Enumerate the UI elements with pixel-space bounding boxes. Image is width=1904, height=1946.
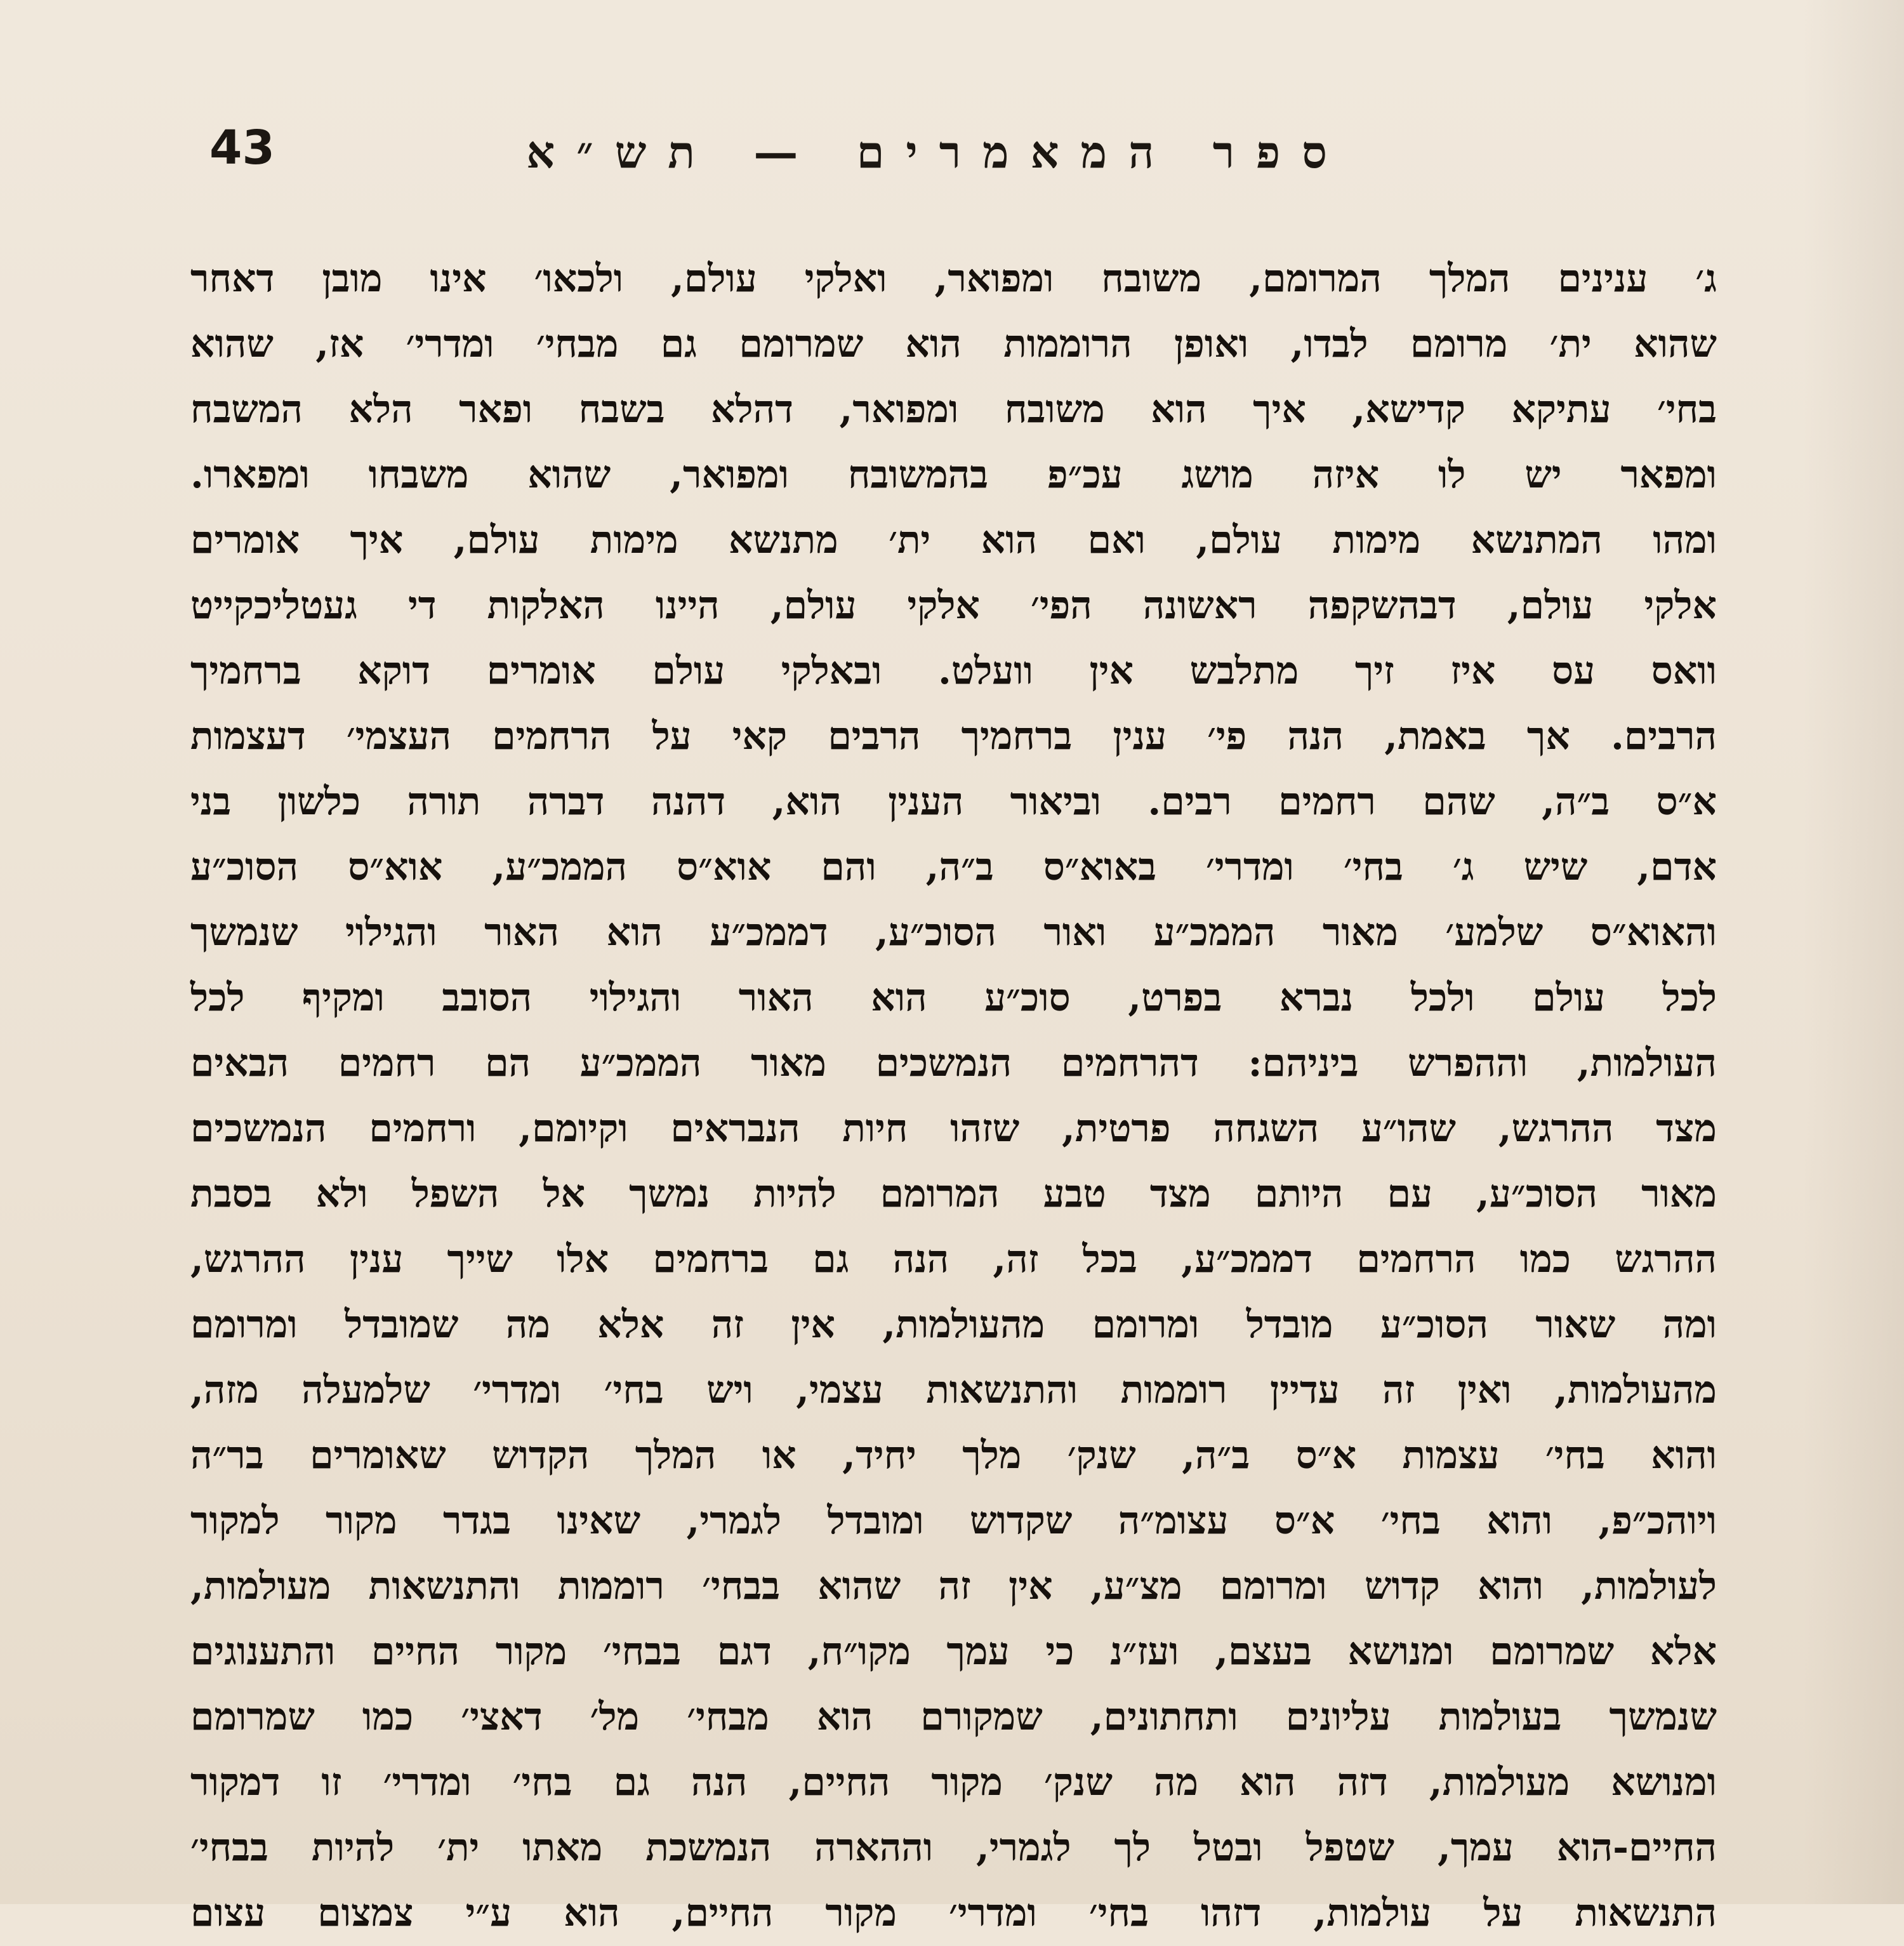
text-line: אלקי עולם, דבהשקפה ראשונה הפי׳ אלקי עולם, היינו האלקות די געטליכקייט: [190, 583, 1717, 628]
text-line: לעולמות, והוא קדוש ומרומם מצ״ע, אין זה שהוא בבחי׳ רוממות והתנשאות מעולמות,: [190, 1564, 1717, 1608]
text-line: והאוא״ס שלמע׳ מאור הממכ״ע ואור הסוכ״ע, דממכ״ע הוא האור והגילוי שנמשך: [190, 910, 1717, 955]
text-line: שנמשך בעולמות עליונים ותחתונים, שמקורם הוא מבחי׳ מל׳ דאצי׳ כמו שמרומם: [190, 1695, 1717, 1739]
text-line: הרבים. אך באמת, הנה פי׳ ענין ברחמיך הרבים קאי על הרחמים העצמי׳ דעצמות: [190, 714, 1717, 758]
text-line: וואס עס איז זיך מתלבש אין וועלט. ובאלקי עולם אומרים דוקא ברחמיך: [190, 649, 1717, 693]
text-line: אדם, שיש ג׳ בחי׳ ומדרי׳ באוא״ס ב״ה, והם אוא״ס הממכ״ע, אוא״ס הסוכ״ע: [190, 845, 1717, 889]
page-number: 43: [209, 121, 275, 175]
running-title: ספר המאמרים — תש״א: [526, 126, 1349, 178]
text-line: מצד ההרגש, שהו״ע השגחה פרטית, שזהו חיות הנבראים וקיומם, ורחמים הנמשכים: [190, 1106, 1717, 1151]
text-line: מהעולמות, ואין זה עדיין רוממות והתנשאות עצמי, ויש בחי׳ ומדרי׳ שלמעלה מזה,: [190, 1368, 1717, 1412]
text-line: ומנושא מעולמות, דזה הוא מה שנק׳ מקור החיים, הנה גם בחי׳ ומדרי׳ זו דמקור: [190, 1760, 1717, 1804]
text-line: מאור הסוכ״ע, עם היותם מצד טבע המרומם להיות נמשך אל השפל ולא בסבת: [190, 1172, 1717, 1216]
text-line: התנשאות על עולמות, דזהו בחי׳ ומדרי׳ מקור החיים, הוא ע״י צמצום עצום: [190, 1891, 1717, 1935]
text-line: ומהו המתנשא מימות עולם, ואם הוא ית׳ מתנשא מימות עולם, איך אומרים: [190, 518, 1717, 562]
text-line: והוא בחי׳ עצמות א״ס ב״ה, שנק׳ מלך יחיד, או המלך הקדוש שאומרים בר״ה: [190, 1433, 1717, 1478]
text-line: החיים-הוא עמך, שטפל ובטל לך לגמרי, וההארה הנמשכת מאתו ית׳ להיות בבחי׳: [190, 1825, 1717, 1870]
text-line: שהוא ית׳ מרומם לבדו, ואופן הרוממות הוא שמרומם גם מבחי׳ ומדרי׳ אז, שהוא: [190, 322, 1717, 366]
text-line: העולמות, וההפרש ביניהם: דהרחמים הנמשכים מאור הממכ״ע הם רחמים הבאים: [190, 1041, 1717, 1085]
text-line: ההרגש כמו הרחמים דממכ״ע, בכל זה, הנה גם ברחמים אלו שייך ענין ההרגש,: [190, 1237, 1717, 1281]
text-line: ומה שאור הסוכ״ע מובדל ומרומם מהעולמות, אין זה אלא מה שמובדל ומרומם: [190, 1302, 1717, 1347]
page-edge-shadow: [1802, 0, 1904, 1904]
body-text: [190, 246, 1717, 1946]
text-line: ג׳ ענינים המלך המרומם, משובח ומפואר, ואלקי עולם, ולכאו׳ אינו מובן דאחר: [190, 256, 1717, 301]
text-line: לכל עולם ולכל נברא בפרט, סוכ״ע הוא האור והגילוי הסובב ומקיף לכל: [190, 976, 1717, 1020]
text-line: בחי׳ עתיקא קדישא, איך הוא משובח ומפואר, דהלא בשבח ופאר הלא המשבח: [190, 387, 1717, 432]
text-line: ומפאר יש לו איזה מושג עכ״פ בהמשובח ומפואר, שהוא משבחו ומפארו.: [190, 453, 1717, 497]
text-line: ויוהכ״פ, והוא בחי׳ א״ס עצומ״ה שקדוש ומובדל לגמרי, שאינו בגדר מקור למקור: [190, 1499, 1717, 1543]
text-line: א״ס ב״ה, שהם רחמים רבים. וביאור הענין הוא, דהנה דברה תורה כלשון בני: [190, 779, 1717, 824]
text-line: אלא שמרומם ומנושא בעצם, ועז״נ כי עמך מקו״ח, דגם בבחי׳ מקור החיים והתענוגים: [190, 1629, 1717, 1674]
